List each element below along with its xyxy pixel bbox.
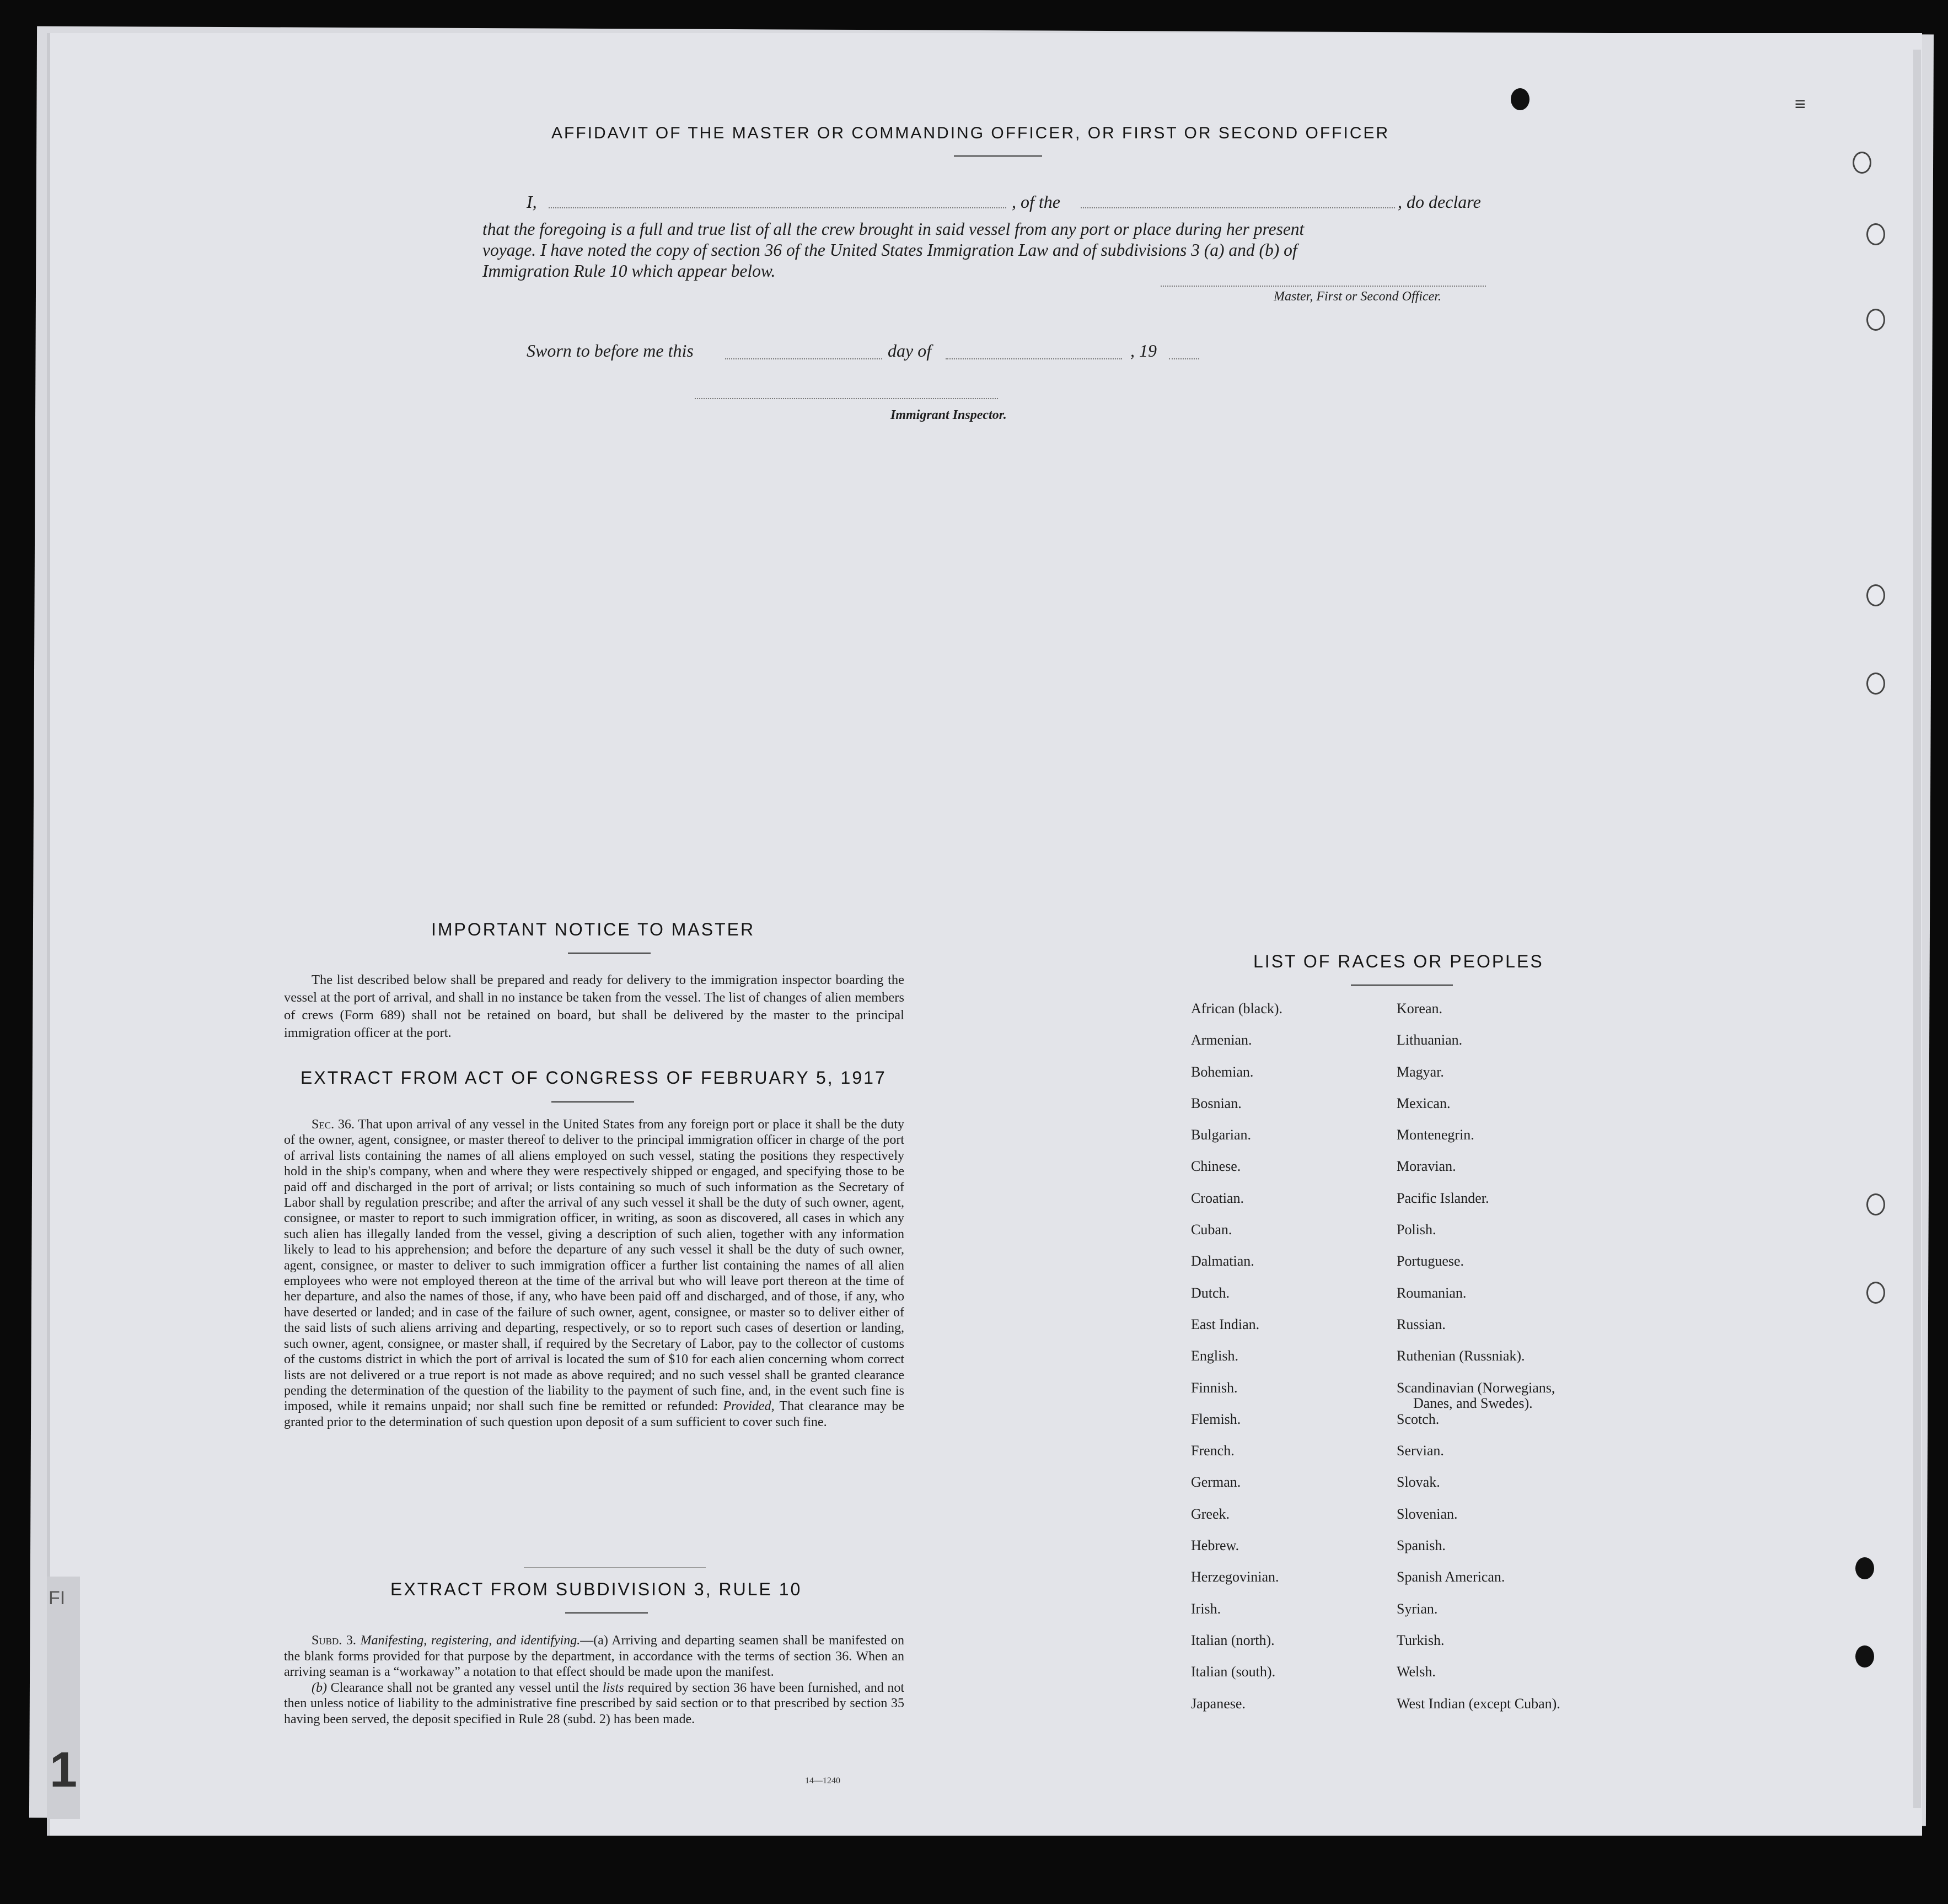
race-item <box>1191 1095 1282 1127</box>
race-label: Finnish. <box>1191 1379 1238 1396</box>
race-item <box>1397 1253 1560 1284</box>
race-item <box>1191 1506 1282 1537</box>
race-item <box>1191 1664 1282 1695</box>
race-label: Roumanian. <box>1397 1284 1467 1301</box>
race-label: Irish. <box>1191 1600 1221 1617</box>
race-item <box>1397 1222 1560 1253</box>
b-text-1: Clearance shall not be granted any vessel until the <box>330 1680 599 1695</box>
a-text: Arriving and departing seamen shall be manifested on the blank forms provided for that purpose by the department, in accordance with the terms of section 36. When an arriving seaman is a “workaway” a notation to that effect should be made upon the manifest. <box>284 1633 904 1679</box>
inspector-line[interactable] <box>695 398 998 399</box>
race-label: Armenian. <box>1191 1032 1252 1048</box>
punch-hole <box>1866 673 1885 695</box>
sworn-month-blank[interactable] <box>946 358 1122 359</box>
affidavit-body-line: voyage. I have noted the copy of section 36 of the United States Immigration Law and of subdivisions 3 (a) and (b) of <box>482 240 1297 260</box>
race-item <box>1397 1095 1560 1127</box>
b-text-2: required by section 36 have been furnished, and not then unless notice of liability to the administrative fine prescribed by said section or to that prescribed by section 35 having been served, the deposit specified in Rule 28 (subd. 2) has been made. <box>284 1680 905 1726</box>
race-item <box>1397 1696 1560 1727</box>
race-label: Mexican. <box>1397 1095 1451 1111</box>
race-item <box>1397 1443 1560 1474</box>
race-item <box>1191 1190 1282 1222</box>
act-text <box>284 1117 904 1430</box>
name-blank[interactable] <box>549 207 1006 208</box>
race-label: African (black). <box>1191 1001 1283 1016</box>
punch-hole <box>1866 584 1885 606</box>
race-item <box>1397 1537 1560 1569</box>
notice-title: IMPORTANT NOTICE TO MASTER <box>431 919 755 939</box>
race-item <box>1397 1474 1560 1505</box>
race-label: Slovenian. <box>1397 1505 1458 1522</box>
b-label: (b) <box>312 1680 327 1695</box>
race-label: Greek. <box>1191 1505 1230 1522</box>
race-item <box>1191 1001 1282 1032</box>
notice-rule <box>568 953 651 954</box>
races-left-column <box>1191 1001 1282 1727</box>
a-label: —(a) <box>580 1633 608 1648</box>
act-body-end: That clearance may be granted prior to the determination of such question upon deposit of a sum sufficient to cover such fine. <box>284 1399 905 1429</box>
race-item <box>1397 1064 1560 1095</box>
vessel-blank[interactable] <box>1081 207 1395 208</box>
race-item <box>1397 1632 1560 1664</box>
race-label: Pacific Islander. <box>1397 1190 1489 1206</box>
race-label: Scotch. <box>1397 1411 1440 1427</box>
race-label: Spanish. <box>1397 1537 1446 1554</box>
race-label: Lithuanian. <box>1397 1032 1463 1048</box>
b-lists: lists <box>602 1680 624 1695</box>
punch-hole <box>1855 1645 1874 1668</box>
race-item <box>1191 1032 1282 1063</box>
races-rule <box>1351 985 1453 986</box>
corner-mark: ≡ <box>1795 94 1806 115</box>
race-label: Moravian. <box>1397 1158 1456 1175</box>
race-item <box>1191 1127 1282 1158</box>
race-item <box>1191 1253 1282 1284</box>
year-text: , 19 <box>1130 341 1157 361</box>
race-label: Bohemian. <box>1191 1063 1254 1080</box>
race-label: Magyar. <box>1397 1063 1444 1080</box>
races-right-column <box>1397 1001 1560 1727</box>
affidavit-body-line: Immigration Rule 10 which appear below. <box>482 261 776 281</box>
page-edge <box>1913 50 1921 1808</box>
race-label: Dalmatian. <box>1191 1253 1254 1270</box>
race-label-continuation: Danes, and Swedes). <box>1413 1395 1533 1411</box>
race-item <box>1191 1474 1282 1505</box>
race-item <box>1191 1632 1282 1664</box>
race-item <box>1397 1348 1560 1379</box>
race-label: Italian (south). <box>1191 1664 1276 1680</box>
race-item <box>1191 1696 1282 1727</box>
punch-hole <box>1866 309 1885 331</box>
sworn-text: Sworn to before me this <box>527 341 694 361</box>
race-label: Montenegrin. <box>1397 1127 1474 1143</box>
notice-text <box>284 971 904 1042</box>
punch-hole <box>1866 1282 1885 1304</box>
race-label: Korean. <box>1397 1001 1443 1016</box>
day-of-text: day of <box>888 341 932 361</box>
punch-hole <box>1853 152 1871 174</box>
race-item <box>1397 1158 1560 1190</box>
race-label: Cuban. <box>1191 1222 1232 1238</box>
race-item <box>1397 1127 1560 1158</box>
rule-paragraph-a <box>284 1633 904 1680</box>
race-label: Servian. <box>1397 1443 1444 1459</box>
sworn-day-blank[interactable] <box>725 358 882 359</box>
form-number: 14—1240 <box>805 1776 840 1785</box>
provided-word: Provided, <box>723 1399 775 1414</box>
race-label: Slovak. <box>1397 1474 1440 1491</box>
race-label: Italian (north). <box>1191 1632 1275 1648</box>
race-label: Croatian. <box>1191 1190 1244 1206</box>
race-item <box>1397 1601 1560 1632</box>
race-item <box>1397 1285 1560 1316</box>
race-item <box>1191 1348 1282 1379</box>
punch-hole <box>1866 223 1885 245</box>
affidavit-i: I, <box>527 192 537 212</box>
race-label: Dutch. <box>1191 1284 1230 1301</box>
act-end-rule <box>524 1567 706 1568</box>
race-label: German. <box>1191 1474 1241 1491</box>
inspector-label: Immigrant Inspector. <box>890 408 1007 422</box>
affidavit-of-the: , of the <box>1012 192 1060 212</box>
affidavit-title: AFFIDAVIT OF THE MASTER OR COMMANDING OFFICER, OR FIRST OR SECOND OFFICER <box>551 124 1390 142</box>
race-label: Russian. <box>1397 1316 1446 1332</box>
side-tab-letters: FI <box>49 1588 66 1609</box>
race-item <box>1397 1664 1560 1695</box>
race-item <box>1191 1443 1282 1474</box>
act-body: That upon arrival of any vessel in the United States from any foreign port or place it shall be the duty of the owner, agent, consignee, or master thereof to deliver to the principal immigration officer in charge of the port of arrival lists containing the names of all aliens employed on such vessel, stating the positions they respectively hold in the ship's company, when and where they were respectively shipped or engaged, and specifying those to be paid off and discharged in the port of arrival; or lists containing so much of such information as the Secretary of Labor shall by regulation prescribe; and after the arrival of any such vessel it shall be the duty of such owner, agent, consignee, or master to report to such immigration officer, in writing, as soon as discovered, all cases in which any such alien has illegally landed from the vessel, giving a description of such alien, together with any information likely to lead to his apprehension; and before the departure of any such vessel it shall be the duty of such owner, agent, consignee, or master to deliver to such immigration officer a further list containing the names of all alien employees who were not employed thereon at the time of the arrival but who will leave port thereon at the time of her departure, and also the names of those, if any, who have been paid off and discharged, and of those, if any, who have deserted or landed; and in case of the failure of such owner, agent, consignee, or master so to deliver either of the said lists of such aliens arriving and departing, respectively, or so to report such cases of desertion or landing, such owner, agent, consignee, or master shall, if required by the Secretary of Labor, pay to the collector of customs of the customs district in which the port of arrival is located the sum of $10 for each alien concerning whom correct lists are not delivered or a true report is not made as above required; and no such vessel shall be granted clearance pending the determination of the question of the liability to the payment of such fine, and, in the event such fine is imposed, while it remains unpaid; nor shall such fine be remitted or refunded: <box>284 1117 904 1414</box>
race-item <box>1191 1537 1282 1569</box>
race-label: Chinese. <box>1191 1158 1241 1175</box>
race-label: Bulgarian. <box>1191 1127 1252 1143</box>
rule-paragraph-b <box>284 1680 904 1728</box>
affidavit-do-declare: , do declare <box>1398 192 1481 212</box>
punch-hole <box>1855 1557 1874 1579</box>
race-item <box>1191 1380 1282 1411</box>
race-label: Ruthenian (Russniak). <box>1397 1348 1525 1364</box>
affidavit-body-line: that the foregoing is a full and true list of all the crew brought in said vessel from any port or place during her present <box>482 219 1305 239</box>
race-item <box>1397 1316 1560 1348</box>
race-item <box>1397 1032 1560 1063</box>
race-label: English. <box>1191 1348 1238 1364</box>
year-blank[interactable] <box>1169 358 1199 359</box>
race-item <box>1191 1316 1282 1348</box>
signature-line[interactable] <box>1161 286 1486 287</box>
race-item <box>1397 1190 1560 1222</box>
punch-hole <box>1511 88 1530 110</box>
race-item <box>1191 1569 1282 1600</box>
race-item <box>1397 1506 1560 1537</box>
race-label: Hebrew. <box>1191 1537 1239 1554</box>
race-label: Bosnian. <box>1191 1095 1242 1111</box>
race-label: Syrian. <box>1397 1600 1438 1617</box>
punch-hole <box>1866 1193 1885 1215</box>
subd-label: Subd. 3. <box>312 1633 356 1648</box>
race-item <box>1191 1158 1282 1190</box>
race-item <box>1397 1411 1560 1443</box>
race-label: Welsh. <box>1397 1664 1436 1680</box>
race-item <box>1397 1380 1560 1411</box>
race-label: Portuguese. <box>1397 1253 1464 1270</box>
races-title: LIST OF RACES OR PEOPLES <box>1253 951 1544 971</box>
rule-title-rule <box>565 1612 648 1613</box>
race-item <box>1397 1569 1560 1600</box>
race-item <box>1191 1411 1282 1443</box>
signature-label: Master, First or Second Officer. <box>1274 289 1441 304</box>
subd-heading: Manifesting, registering, and identifying. <box>360 1633 581 1648</box>
race-item <box>1191 1222 1282 1253</box>
rule-text <box>284 1633 904 1727</box>
act-paragraph <box>284 1117 904 1430</box>
race-item <box>1191 1601 1282 1632</box>
race-label: West Indian (except Cuban). <box>1397 1695 1560 1712</box>
race-label: Herzegovinian. <box>1191 1569 1279 1585</box>
race-item <box>1191 1064 1282 1095</box>
race-label: Turkish. <box>1397 1632 1445 1648</box>
race-item <box>1397 1001 1560 1032</box>
race-label: French. <box>1191 1443 1235 1459</box>
affidavit-title-rule <box>954 155 1042 157</box>
race-label: Japanese. <box>1191 1695 1246 1712</box>
race-item <box>1191 1285 1282 1316</box>
act-rule <box>551 1101 634 1102</box>
document-page <box>47 33 1922 1836</box>
race-label: Flemish. <box>1191 1411 1241 1427</box>
race-label: Spanish American. <box>1397 1569 1505 1585</box>
race-label: East Indian. <box>1191 1316 1260 1332</box>
sec-label: Sec. 36. <box>312 1117 355 1132</box>
side-tab-digit: 1 <box>50 1742 78 1798</box>
rule-title: EXTRACT FROM SUBDIVISION 3, RULE 10 <box>390 1579 802 1599</box>
act-title: EXTRACT FROM ACT OF CONGRESS OF FEBRUARY 5, 1917 <box>300 1068 887 1088</box>
race-label: Polish. <box>1397 1222 1436 1238</box>
race-label: Scandinavian (Norwegians, <box>1397 1379 1555 1396</box>
notice-paragraph: The list described below shall be prepared and ready for delivery to the immigration inspector boarding the vessel at the port of arrival, and shall in no instance be taken from the vessel. The list of changes of alien members of crews (Form 689) shall not be retained on board, but shall be delivered by the master to the principal immigration officer at the port. <box>284 972 904 1040</box>
